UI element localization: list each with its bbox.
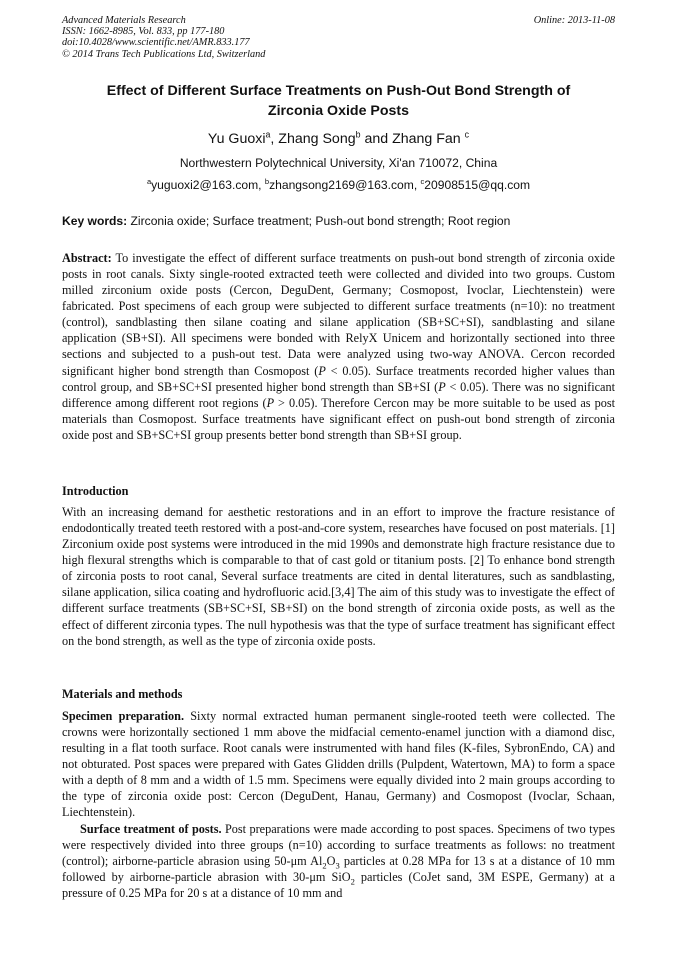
author-name: Yu Guoxi — [207, 131, 266, 147]
journal-copyright: © 2014 Trans Tech Publications Ltd, Switzerland — [62, 48, 266, 60]
title-line-1: Effect of Different Surface Treatments on Push-Out Bond Strength of — [106, 83, 571, 99]
online-date: Online: 2013-11-08 — [533, 15, 615, 26]
email-marker: c — [420, 176, 425, 186]
subscript: 2 — [350, 876, 355, 887]
abstract — [62, 250, 615, 443]
keywords-text: Zirconia oxide; Surface treatment; Push-out bond strength; Root region — [127, 214, 511, 228]
p-value-symbol: P — [266, 395, 275, 410]
surface-treatment-label: Surface treatment of posts. — [80, 822, 222, 836]
subscript: 3 — [335, 860, 340, 871]
introduction-heading: Introduction — [62, 484, 129, 498]
p-value-symbol: P — [318, 363, 326, 378]
surface-treatment-text: particles (CoJet sand, 3M ESPE, Germany) at a pressure of 0.25 MPa for 20 s at a distance of 10 mm and — [62, 870, 615, 901]
keywords — [62, 214, 615, 229]
methods-heading: Materials and methods — [62, 687, 183, 701]
journal-name: Advanced Materials Research — [62, 15, 186, 26]
abstract-text: To investigate the effect of different surface treatments on push-out bond strength of zirconia oxide posts in root canals. Sixty single-rooted extracted teeth were collected and divided into two groups. Custom milled zirconium oxide posts (Cercon, DeguDent, Germany; Cosmopost, Ivoclar, Liechtenstein) were fabricated. Post specimens of each group were subjected to different surface treatments (n=10): no treatment (control), sandblasting then silane coating and silane application (SB+SC+SI), sandblasting and silane application (SB+SI). All specimens were bonded with RelyX Unicem and horizontally sectioned into three sections and subjected to a push-out test. Data were analyzed using two-way ANOVA. Cercon recorded significant higher bond strength than Cosmopost ( — [62, 251, 615, 378]
email-address: zhangsong2169@163.com, — [269, 178, 421, 192]
subscript: 2 — [322, 860, 327, 871]
abstract-text: < 0.05). Surface treatments recorded higher values than control group, and SB+SC+SI presented higher bond strength than SB+SI ( — [62, 363, 615, 394]
author-emails — [62, 178, 615, 193]
specimen-preparation-text: Sixty normal extracted human permanent single-rooted teeth were collected. The crowns were horizontally sectioned 1 mm above the midfacial cemento-enamel junction with a diamond disc, resulting in a flat tooth surface. Root canals were instrumented with hand files (K-files, SybronEndo, CA) and not obturated. Post spaces were prepared with Gates Glidden drills (Pulpdent, Watertown, MA) to form a space with a depth of 8 mm and a width of 1.5 mm. Specimens were equally divided into 2 main groups according to the type of zirconia oxide post: Cercon (DeguDent, Hanau, Germany) and Cosmopost (Ivoclar, Schaan, Liechtenstein). — [62, 709, 616, 820]
author-separator: and — [360, 131, 393, 147]
author-name: Zhang Fan — [392, 131, 461, 147]
specimen-preparation-label: Specimen preparation. — [62, 709, 185, 723]
author-marker: c — [464, 129, 470, 140]
introduction-text: With an increasing demand for aesthetic restorations and in an effort to improve the fracture resistance of endodontically treated teeth restored with a post-and-core system, researches have focused on post materials. [1] Zirconium oxide post systems were introduced in the mid 1990s and demonstrate high fracture resistance due to high flexural strengths which is comparable to that of cast gold or titanium posts. [2] To enhance bond strength of zirconia posts to root canal, Several surface treatments are cited in dental literatures, such as sandblasting, silane application, silica coating and hydrofluoric acid.[3,4] The aim of this study was to investigate the effect of different surface treatments (SB+SC+SI, SB+SI) on the bond strength of zirconia oxide posts, as well as the effect of different zirconia types. The null hypothesis was that the type of surface treatment has significant effect on the bond strength, as well as the type of zirconia oxide posts. — [62, 505, 615, 648]
keywords-label: Key words: — [62, 214, 128, 228]
author-name: Zhang Song — [278, 131, 356, 147]
journal-issn: ISSN: 1662-8985, Vol. 833, pp 177-180 — [62, 26, 225, 38]
formula-text: O — [326, 854, 336, 869]
journal-header — [62, 15, 265, 60]
author-separator: , — [270, 131, 279, 147]
abstract-label: Abstract: — [62, 251, 112, 265]
author-marker: a — [265, 129, 271, 140]
title-line-2: Zirconia Oxide Posts — [267, 103, 410, 119]
surface-treatment-text: Post preparations were made according to post spaces. Specimens of two types were respectively divided into three groups (n=10) according to surface treatments as follows: no treatment (control); airborne-particle abrasion using 50-μm Al — [62, 822, 615, 869]
author-list — [62, 130, 615, 148]
surface-treatment-paragraph — [62, 821, 615, 901]
email-address: 20908515@qq.com — [424, 178, 531, 192]
specimen-preparation-paragraph — [62, 708, 615, 821]
abstract-text: < 0.05). There was no significant difference among different root regions ( — [62, 379, 616, 410]
author-marker: b — [355, 129, 361, 140]
paper-title — [62, 81, 615, 121]
journal-doi: doi:10.4028/www.scientific.net/AMR.833.177 — [62, 37, 250, 49]
surface-treatment-text: particles at 0.28 MPa for 13 s at a distance of 10 mm followed by airborne-particle abrasion with 30-μm SiO — [62, 854, 615, 885]
affiliation: Northwestern Polytechnical University, Xi'an 710072, China — [179, 156, 498, 170]
email-marker: a — [146, 176, 152, 186]
abstract-text: > 0.05). Therefore Cercon may be more suitable to be used as post materials than Cosmopost. Surface treatments have significant effect on push-out bond strength of zirconia oxide post and SB+SC+SI group presents better bond strength than SB+SI group. — [62, 395, 615, 442]
email-address: yuguoxi2@163.com, — [151, 178, 265, 192]
email-marker: b — [264, 176, 270, 186]
p-value-symbol: P — [438, 379, 446, 394]
